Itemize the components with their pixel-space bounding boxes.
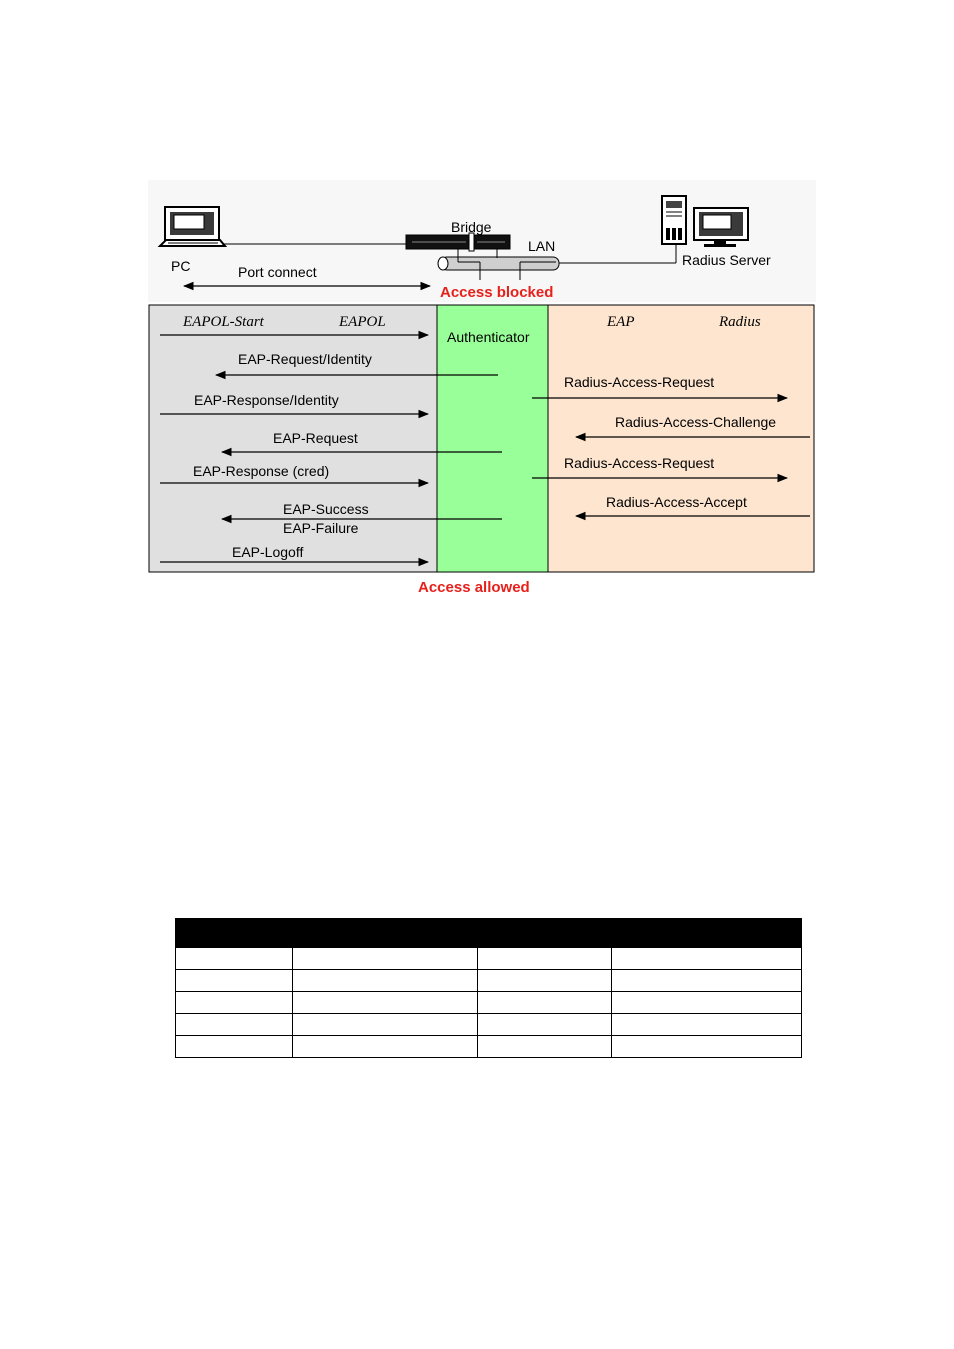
- access-blocked-label: Access blocked: [440, 284, 554, 301]
- eap-success-label: EAP-Success: [283, 501, 369, 517]
- radius-access-request-2-label: Radius-Access-Request: [564, 455, 715, 471]
- data-table: [175, 918, 802, 1058]
- radius-server-label: Radius Server: [682, 252, 771, 268]
- bridge-icon: [406, 233, 510, 251]
- table-cell: [478, 970, 612, 992]
- server-panel: [548, 305, 814, 572]
- table-cell: [612, 1014, 802, 1036]
- table-cell: [478, 992, 612, 1014]
- table-cell: [293, 992, 478, 1014]
- eap-request-label: EAP-Request: [273, 430, 358, 446]
- table-cell: [176, 1036, 293, 1058]
- table-cell: [478, 948, 612, 970]
- authenticator-panel: [437, 305, 548, 572]
- table-row: [176, 970, 802, 992]
- table-cell: [176, 992, 293, 1014]
- table-cell: [612, 992, 802, 1014]
- table-cell: [612, 970, 802, 992]
- radius-access-request-1-label: Radius-Access-Request: [564, 374, 715, 390]
- eap-request-identity-label: EAP-Request/Identity: [238, 351, 372, 367]
- authenticator-label: Authenticator: [447, 329, 530, 345]
- table-cell: [293, 970, 478, 992]
- eap-response-identity-label: EAP-Response/Identity: [194, 392, 339, 408]
- eap-failure-label: EAP-Failure: [283, 520, 359, 536]
- eapol-start-label: EAPOL-Start: [183, 314, 264, 330]
- eapol-label: EAPOL: [339, 314, 386, 330]
- table-row: [176, 1014, 802, 1036]
- eap-response-cred-label: EAP-Response (cred): [193, 463, 330, 479]
- eap-logoff-label: EAP-Logoff: [232, 544, 304, 560]
- table-cell: [612, 948, 802, 970]
- table-header-row: [176, 919, 802, 948]
- pc-label: PC: [171, 258, 191, 274]
- table-cell: [293, 1036, 478, 1058]
- bridge-label: Bridge: [451, 219, 492, 235]
- table-cell: [176, 948, 293, 970]
- radius-label: Radius: [719, 314, 761, 330]
- table-header-cell: [612, 919, 802, 948]
- table-header-cell: [176, 919, 293, 948]
- radius-access-accept-label: Radius-Access-Accept: [606, 494, 747, 510]
- table-row: [176, 948, 802, 970]
- access-allowed-label: Access allowed: [418, 579, 530, 596]
- laptop-icon: [160, 207, 225, 246]
- table-header-cell: [478, 919, 612, 948]
- lan-label: LAN: [528, 238, 556, 254]
- table-header-cell: [293, 919, 478, 948]
- eap-label: EAP: [607, 314, 635, 330]
- table-cell: [176, 970, 293, 992]
- table-cell: [612, 1036, 802, 1058]
- eap-authentication-diagram: [0, 0, 954, 640]
- radius-access-challenge-label: Radius-Access-Challenge: [615, 414, 777, 430]
- table-row: [176, 1036, 802, 1058]
- table-cell: [293, 948, 478, 970]
- table-cell: [293, 1014, 478, 1036]
- table-cell: [176, 1014, 293, 1036]
- table-cell: [478, 1036, 612, 1058]
- table-row: [176, 992, 802, 1014]
- port-connect-label: Port connect: [238, 264, 317, 280]
- table-cell: [478, 1014, 612, 1036]
